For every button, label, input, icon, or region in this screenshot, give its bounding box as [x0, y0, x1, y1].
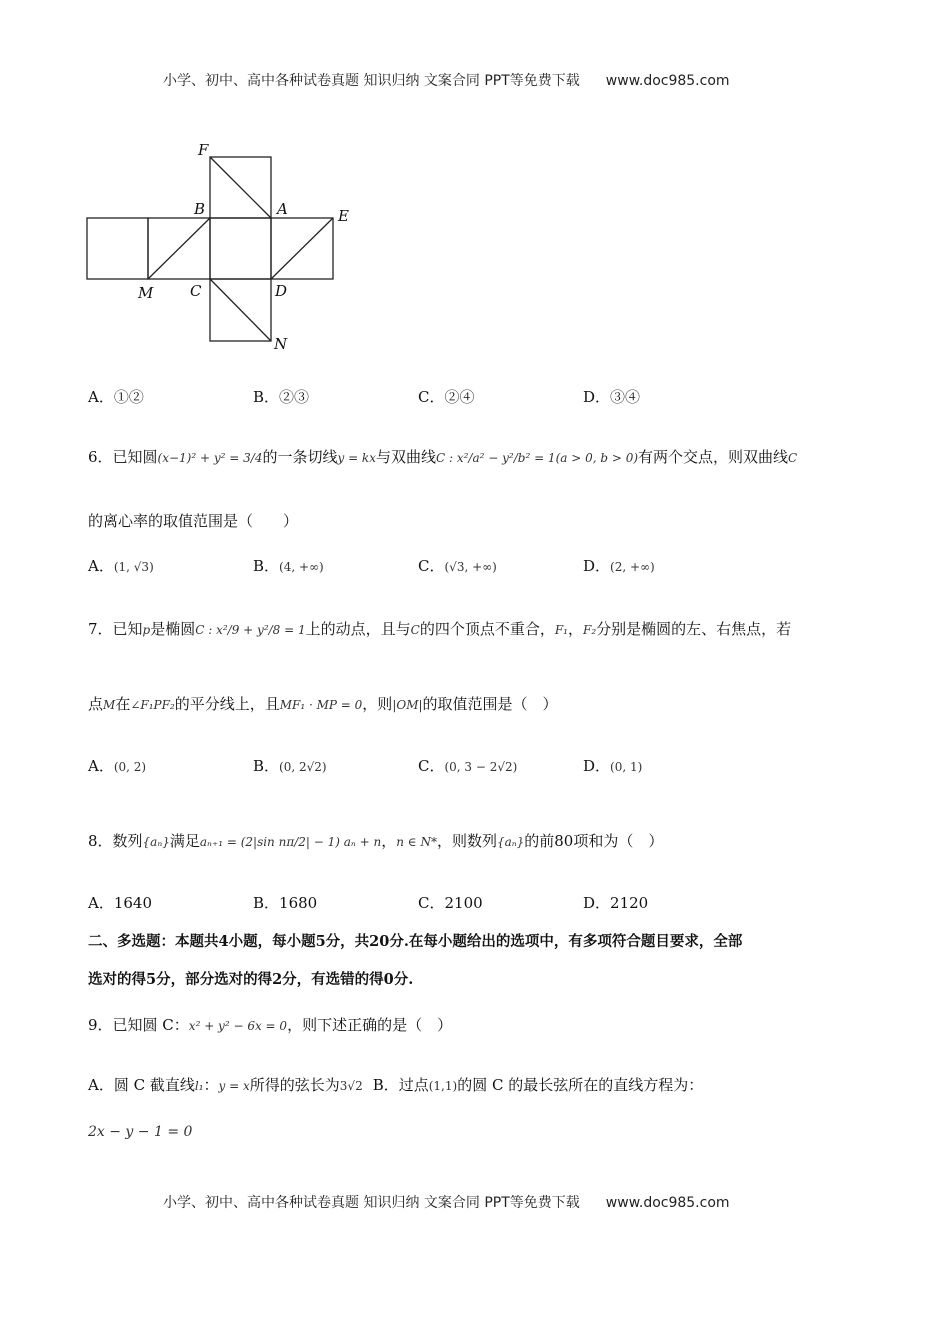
diagonal-MB: [148, 218, 210, 279]
q9-point: (1,1): [428, 1079, 458, 1093]
q7-option-d: [583, 755, 642, 776]
q6-text-1: 6．已知圆: [88, 448, 158, 466]
q8-text-5: 的前80项和为（ ）: [524, 832, 664, 850]
page-footer: [163, 1192, 730, 1212]
option-label: B．: [253, 757, 280, 775]
q7-p: p: [142, 623, 151, 637]
footer-text: 小学、初中、高中各种试卷真题 知识归纳 文案合同 PPT等免费下载: [163, 1195, 580, 1211]
option-value: 2100: [444, 894, 483, 912]
q8-n-cond: n ∈ N*: [396, 835, 437, 849]
q7-text-4: 的四个顶点不重合，: [419, 620, 555, 638]
option-label: C．: [418, 894, 445, 912]
option-label: A．: [88, 557, 114, 575]
q5-option-d: D．③④: [583, 388, 641, 406]
q9-l1: l₁: [194, 1079, 204, 1093]
option-value: (0, 1): [610, 760, 643, 774]
option-value: 2120: [610, 894, 649, 912]
label-M: M: [138, 284, 154, 302]
diagonal-DE: [271, 218, 333, 279]
label-A: A: [277, 200, 288, 218]
option-value: (0, 2√2): [279, 760, 327, 774]
q7-om: |OM|: [392, 698, 423, 712]
section-2-line-2: 选对的得5分，部分选对的得2分，有选错的得0分.: [88, 971, 414, 988]
q8-seq-2: {aₙ}: [496, 835, 525, 849]
q7-ellipse-eq: C : x²/9 + y²/8 = 1: [195, 623, 306, 637]
q8-seq: {aₙ}: [142, 835, 170, 849]
q6-c: C: [788, 451, 798, 465]
q8-text-1: 8．数列: [88, 832, 143, 850]
option-label: D．: [583, 757, 611, 775]
q5-option-b: B．②③: [253, 388, 310, 406]
header-url: www.doc985.com: [605, 73, 730, 89]
q7-option-b: [253, 755, 327, 776]
q9-text-2: ，则下述正确的是（ ）: [287, 1016, 453, 1034]
q9-line-eq: y = x: [218, 1079, 250, 1093]
q8-text-3: ，: [381, 832, 397, 850]
q6-text-2: 的一条切线: [262, 448, 338, 466]
q7-text-5: 分别是椭圆的左、右焦点，若: [596, 620, 792, 638]
q7-f2: F₂: [583, 623, 597, 637]
option-value: (0, 2): [113, 760, 147, 774]
option-value: (√3, +∞): [444, 560, 497, 574]
q9-chord-length: 3√2: [339, 1079, 363, 1093]
option-label: B．: [253, 557, 280, 575]
q7-text-8: 的平分线上，且: [174, 695, 280, 713]
q8-option-d: [583, 892, 648, 913]
q7-text-1: 7．已知: [88, 620, 143, 638]
q6-option-c: [418, 555, 497, 576]
q7-text-2: 是椭圆: [150, 620, 196, 638]
q7-f1: F₁: [554, 623, 568, 637]
question-7: [88, 618, 791, 639]
page-header: [163, 70, 730, 90]
q8-option-b: [253, 892, 317, 913]
q5-option-a: A．①②: [88, 388, 144, 406]
q9-options-ab: [88, 1074, 703, 1095]
q9-opt-a-text-2: 所得的弦长为: [249, 1076, 340, 1094]
question-6: [88, 446, 797, 467]
q8-option-a: [88, 892, 152, 913]
q5-option-c: C．②④: [418, 388, 475, 406]
q8-option-c: [418, 892, 483, 913]
q9-opt-b-equation: 2x − y − 1 = 0: [88, 1124, 193, 1140]
q6-line-eq: y = kx: [337, 451, 376, 465]
option-value: 1680: [279, 894, 318, 912]
option-value: 1640: [113, 894, 153, 912]
option-value: (0, 3 − 2√2): [444, 760, 518, 774]
label-B: B: [194, 200, 206, 218]
q7-m: M: [103, 698, 116, 712]
q7-text-9: ，则: [362, 695, 393, 713]
question-9: [88, 1014, 452, 1035]
q9-opt-b-text-2: 的圆 C 的最长弦所在的直线方程为：: [457, 1076, 704, 1094]
label-C: C: [190, 282, 202, 300]
option-value: (1, √3): [113, 560, 154, 574]
diagonal-CN: [210, 279, 271, 341]
header-text: 小学、初中、高中各种试卷真题 知识归纳 文案合同 PPT等免费下载: [163, 73, 580, 89]
q7-dot-product: MF₁ · MP = 0: [279, 698, 363, 712]
q9-colon: ：: [203, 1076, 219, 1094]
q6-text-3: 与双曲线: [375, 448, 436, 466]
q9-text-1: 9．已知圆 C：: [88, 1016, 189, 1034]
q7-text-10: 的取值范围是（ ）: [422, 695, 558, 713]
q6-text-4: 有两个交点，则双曲线: [638, 448, 789, 466]
label-D: D: [275, 282, 288, 300]
option-label: C．: [418, 557, 445, 575]
diagonal-FA: [210, 157, 271, 218]
q6-hyperbola-eq: C : x²/a² − y²/b² = 1(a > 0, b > 0): [436, 451, 639, 465]
option-value: (4, +∞): [279, 560, 324, 574]
q7-text-7: 在: [115, 695, 131, 713]
net-square-far-left: [87, 218, 148, 279]
section-2-line-1: 二、多选题：本题共4小题，每小题5分，共20分.在每小题给出的选项中，有多项符合题目要求，全部: [88, 933, 743, 950]
option-label: D．: [583, 557, 611, 575]
q6-option-b: [253, 555, 324, 576]
q6-circle-eq: (x−1)² + y² = 3/4: [157, 451, 263, 465]
q6-text-line2: 的离心率的取值范围是（ ）: [88, 512, 299, 530]
q7-sep: ，: [568, 620, 584, 638]
q7-option-a: [88, 755, 146, 776]
net-square-center: [210, 218, 271, 279]
q6-option-a: [88, 555, 154, 576]
q7-c: C: [410, 623, 420, 637]
q9-opt-a-text-1: A．圆 C 截直线: [88, 1076, 195, 1094]
label-E: E: [338, 207, 349, 225]
q7-text-3: 上的动点，且与: [305, 620, 411, 638]
q9-circle-eq: x² + y² − 6x = 0: [188, 1019, 288, 1033]
q8-text-2: 满足: [169, 832, 200, 850]
q7-option-c: [418, 755, 517, 776]
option-label: C．: [418, 757, 445, 775]
q9-opt-b-text-1: B．过点: [372, 1076, 429, 1094]
question-7-line2: [88, 693, 558, 714]
option-label: A．: [88, 894, 114, 912]
label-N: N: [274, 335, 288, 353]
option-label: B．: [253, 894, 280, 912]
question-8: [88, 830, 663, 851]
label-F: F: [198, 141, 209, 159]
option-label: D．: [583, 894, 611, 912]
q7-angle: ∠F₁PF₂: [130, 698, 175, 712]
option-value: (2, +∞): [610, 560, 655, 574]
cube-net-figure: [80, 135, 370, 355]
option-label: A．: [88, 757, 114, 775]
q6-option-d: [583, 555, 655, 576]
footer-url: www.doc985.com: [605, 1195, 730, 1211]
q8-formula: aₙ₊₁ = (2|sin nπ/2| − 1) aₙ + n: [199, 835, 382, 849]
q8-text-4: ，则数列: [436, 832, 497, 850]
q7-text-6: 点: [88, 695, 104, 713]
